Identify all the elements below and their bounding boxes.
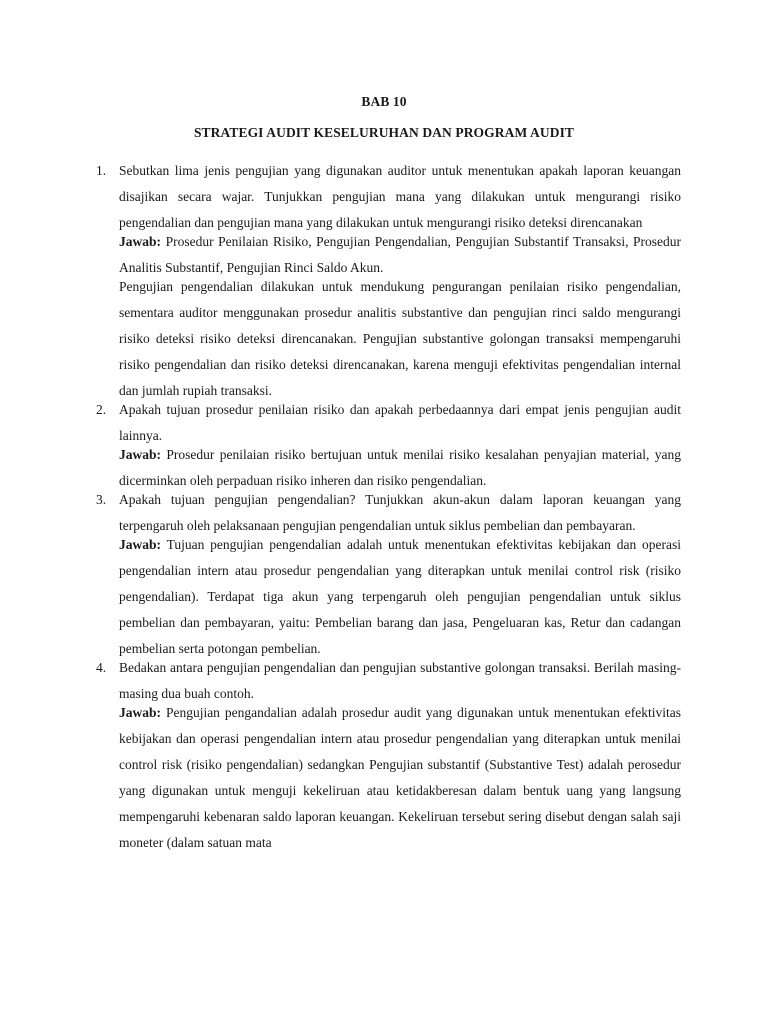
question-item-1 [96,158,681,404]
answer-explanation: Pengujian pengendalian dilakukan untuk mendukung pengurangan penilaian risiko pengendalian, sementara auditor menggunakan prosedur analitis substantive dan pengujian rinci saldo mengurangi risiko deteksi risiko deteksi direncanakan. Pengujian substantive golongan transaksi mempengaruhi risiko pengendalian dan risiko deteksi direncanakan, karena menguji efektivitas pengendalian internal dan jumlah rupiah transaksi. [119,279,681,398]
answer-label: Jawab: [119,447,162,462]
answer-label: Jawab: [119,234,162,249]
question-list [96,158,681,856]
chapter-heading: BAB 10 [361,94,407,109]
question-text: Bedakan antara pengujian pengendalian dan pengujian substantive golongan transaksi. Berilah masing-masing dua buah contoh. [119,660,681,701]
answer-text: Pengujian pengandalian adalah prosedur audit yang digunakan untuk menentukan efektivitas kebijakan dan operasi pengendalian intern atau prosedur pengendalian yang diterapkan untuk menilai control risk (risiko pengendalian) sedangkan Pengujian substantif (Substantive Test) adalah perosedur yang digunakan untuk menguji kekeliruan atau ketidakberesan dalam bentuk uang yang langsung mempengaruhi kebenaran saldo laporan keuangan. Kekeliruan tersebut sering disebut dengan salah saji moneter (dalam satuan mata [119,705,682,850]
answer-label: Jawab: [119,537,162,552]
item-number: 2. [96,402,107,417]
answer-label: Jawab: [119,705,162,720]
question-item-4 [96,655,681,856]
question-item-2 [96,397,681,494]
answer-text: Prosedur penilaian risiko bertujuan untuk menilai risiko kesalahan penyajian material, yang dicerminkan oleh perpaduan risiko inheren dan risiko pengendalian. [119,447,682,488]
answer-paragraph [119,532,681,662]
document-title: STRATEGI AUDIT KESELURUHAN DAN PROGRAM AUDIT [193,125,575,140]
question-text: Apakah tujuan pengujian pengendalian? Tunjukkan akun-akun dalam laporan keuangan yang terpengaruh oleh pelaksanaan pengujian pengendalian untuk siklus pembelian dan pembayaran. [119,492,681,533]
item-number: 4. [96,660,107,675]
answer-text: Tujuan pengujian pengendalian adalah untuk menentukan efektivitas kebijakan dan operasi pengendalian intern atau prosedur pengendalian yang diterapkan untuk menilai control risk (risiko pengendalian). Terdapat tiga akun yang terpengaruh oleh pengujian pengendalian untuk siklus pembelian dan pembayaran, yaitu: Pembelian barang dan jasa, Pengeluaran kas, Retur dan cadangan pembelian serta potongan pembelian. [119,537,681,656]
question-text: Sebutkan lima jenis pengujian yang digunakan auditor untuk menentukan apakah laporan keuangan disajikan secara wajar. Tunjukkan pengujian mana yang dilakukan untuk mengurangi risiko pengendalian dan pengujian mana yang dilakukan untuk mengurangi risiko deteksi direncanakan [119,163,681,230]
answer-paragraph [119,700,681,856]
item-number: 1. [96,163,107,178]
question-item-3 [96,487,681,662]
answer-text: Prosedur Penilaian Risiko, Pengujian Pengendalian, Pengujian Substantif Transaksi, Prosedur Analitis Substantif, Pengujian Rinci Saldo Akun. [119,234,682,275]
item-number: 3. [96,492,107,507]
question-text: Apakah tujuan prosedur penilaian risiko dan apakah perbedaannya dari empat jenis pengujian audit lainnya. [119,402,681,443]
